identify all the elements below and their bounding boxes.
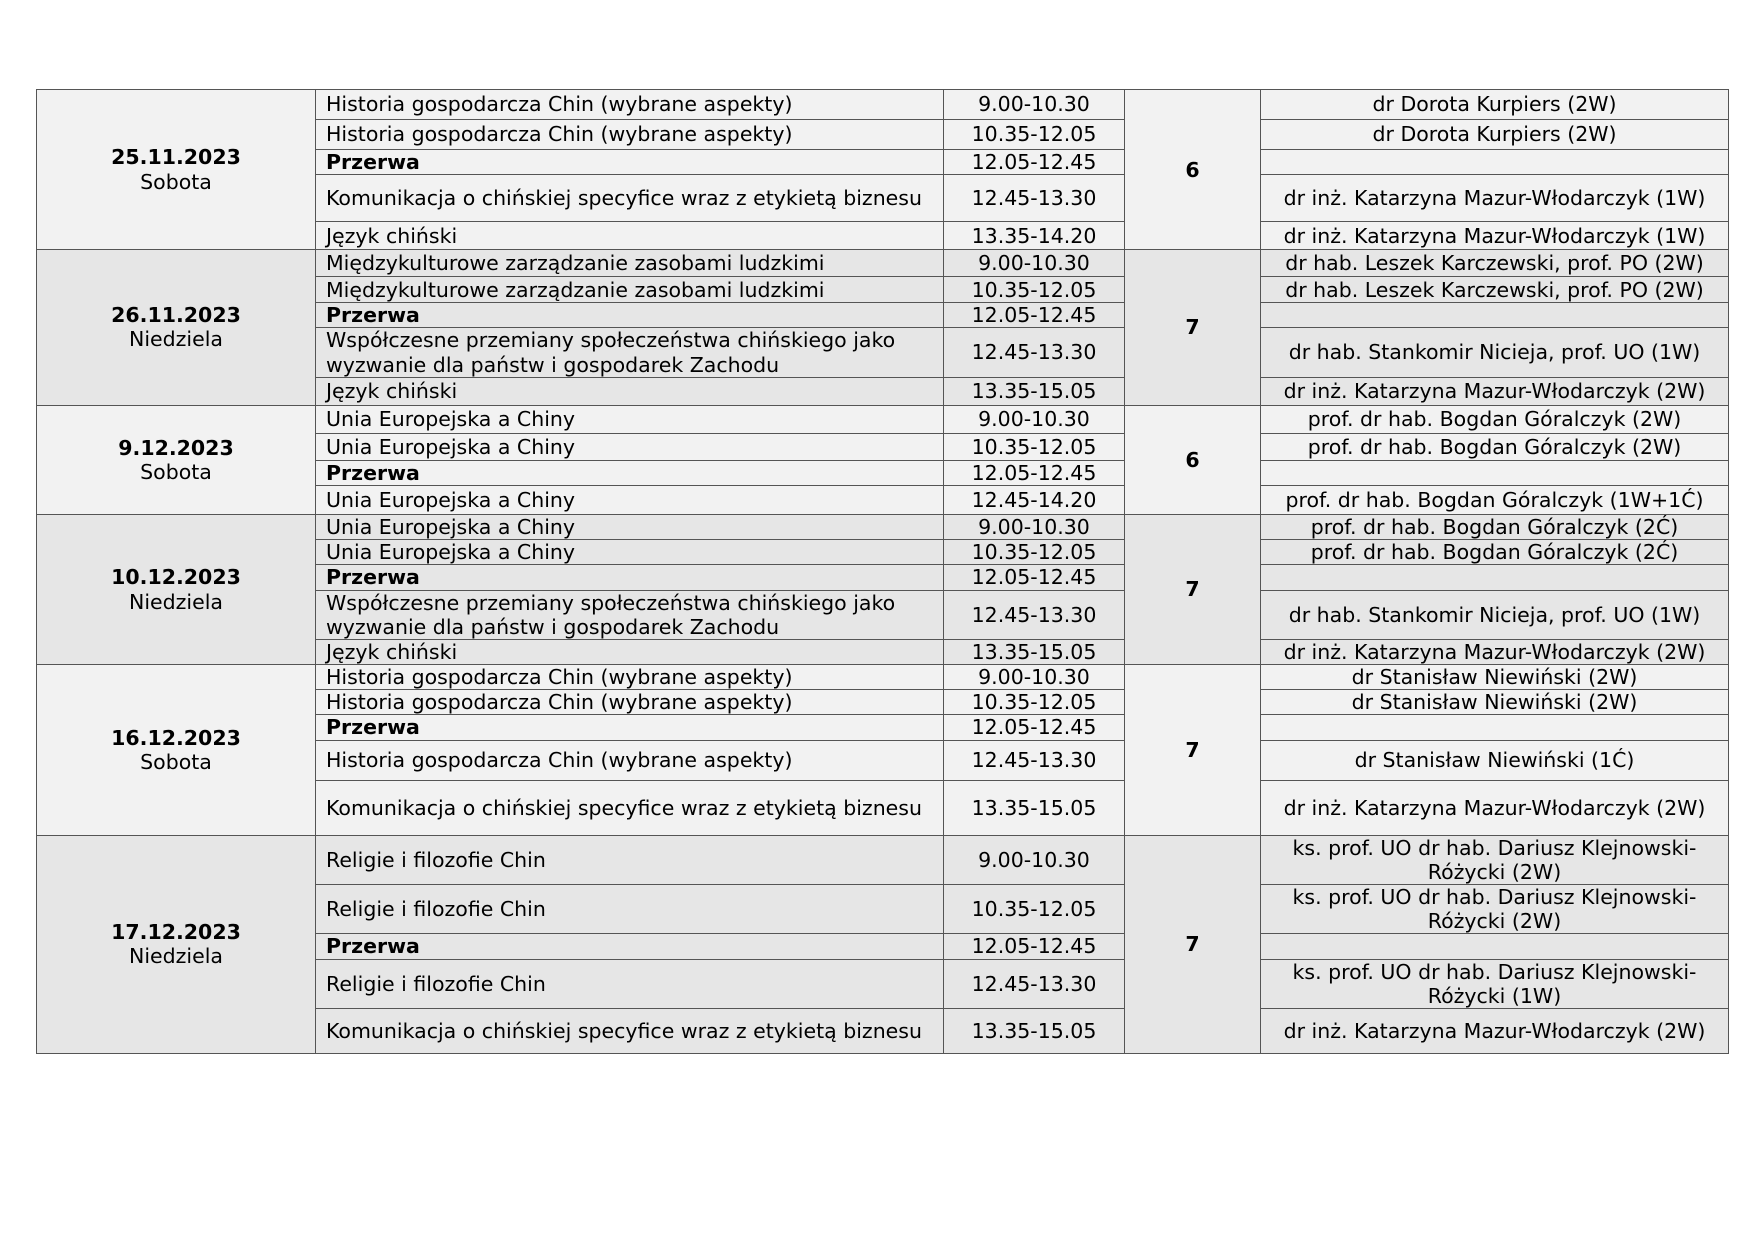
time-cell: 10.35-12.05	[944, 885, 1125, 934]
lecturer-cell: prof. dr hab. Bogdan Góralczyk (2Ć)	[1261, 514, 1729, 539]
time-cell: 12.45-13.30	[944, 175, 1125, 222]
table-row	[37, 405, 1729, 433]
lecturer-cell	[1261, 303, 1729, 328]
subject-cell: Religie i filozofie Chin	[316, 885, 944, 934]
lecturer-cell: prof. dr hab. Bogdan Góralczyk (2W)	[1261, 433, 1729, 460]
time-cell: 12.45-13.30	[944, 740, 1125, 780]
time-cell: 12.45-13.30	[944, 959, 1125, 1008]
break-label: Przerwa	[316, 565, 944, 590]
lecturer-cell: dr hab. Leszek Karczewski, prof. PO (2W)	[1261, 250, 1729, 277]
lecturer-cell	[1261, 934, 1729, 959]
lecturer-cell: dr inż. Katarzyna Mazur-Włodarczyk (2W)	[1261, 639, 1729, 664]
lecturer-cell: dr Stanisław Niewiński (2W)	[1261, 690, 1729, 715]
break-label: Przerwa	[316, 150, 944, 175]
lecturer-cell: dr Stanisław Niewiński (2W)	[1261, 665, 1729, 690]
subject-cell: Unia Europejska a Chiny	[316, 433, 944, 460]
lecturer-cell: prof. dr hab. Bogdan Góralczyk (2W)	[1261, 405, 1729, 433]
session-weekday: Niedziela	[129, 589, 223, 614]
lecturer-cell: dr inż. Katarzyna Mazur-Włodarczyk (1W)	[1261, 222, 1729, 250]
table-row	[37, 90, 1729, 120]
lecturer-cell: dr inż. Katarzyna Mazur-Włodarczyk (2W)	[1261, 1008, 1729, 1053]
break-label: Przerwa	[316, 303, 944, 328]
date-cell	[37, 835, 316, 1053]
lecturer-cell: prof. dr hab. Bogdan Góralczyk (2Ć)	[1261, 540, 1729, 565]
lecturer-cell: dr inż. Katarzyna Mazur-Włodarczyk (2W)	[1261, 377, 1729, 405]
hours-cell: 6	[1125, 90, 1261, 250]
time-cell: 12.45-14.20	[944, 485, 1125, 514]
lecturer-cell: dr inż. Katarzyna Mazur-Włodarczyk (1W)	[1261, 175, 1729, 222]
subject-cell: Język chiński	[316, 377, 944, 405]
subject-cell: Religie i filozofie Chin	[316, 959, 944, 1008]
lecturer-cell	[1261, 460, 1729, 485]
time-cell: 12.05-12.45	[944, 565, 1125, 590]
lecturer-cell	[1261, 565, 1729, 590]
lecturer-cell: dr Dorota Kurpiers (2W)	[1261, 120, 1729, 150]
session-date: 10.12.2023	[111, 565, 241, 590]
session-weekday: Niedziela	[129, 327, 223, 352]
date-cell	[37, 90, 316, 250]
session-date: 17.12.2023	[111, 920, 241, 945]
subject-cell: Historia gospodarcza Chin (wybrane aspekty)	[316, 740, 944, 780]
subject-cell: Współczesne przemiany społeczeństwa chińskiego jako wyzwanie dla państw i gospodarek Zachodu	[316, 328, 944, 377]
table-row	[37, 514, 1729, 539]
date-cell	[37, 514, 316, 664]
schedule-table	[36, 89, 1729, 1054]
hours-cell: 7	[1125, 514, 1261, 664]
time-cell: 9.00-10.30	[944, 514, 1125, 539]
session-date: 9.12.2023	[118, 435, 234, 460]
subject-cell: Komunikacja o chińskiej specyfice wraz z etykietą biznesu	[316, 1008, 944, 1053]
hours-cell: 7	[1125, 665, 1261, 836]
session-date: 16.12.2023	[111, 725, 241, 750]
time-cell: 12.05-12.45	[944, 715, 1125, 740]
lecturer-cell	[1261, 715, 1729, 740]
time-cell: 10.35-12.05	[944, 540, 1125, 565]
lecturer-cell: ks. prof. UO dr hab. Dariusz Klejnowski-Różycki (2W)	[1261, 885, 1729, 934]
time-cell: 10.35-12.05	[944, 690, 1125, 715]
table-row	[37, 835, 1729, 884]
lecturer-cell: dr Dorota Kurpiers (2W)	[1261, 90, 1729, 120]
lecturer-cell: dr hab. Stankomir Nicieja, prof. UO (1W)	[1261, 328, 1729, 377]
subject-cell: Unia Europejska a Chiny	[316, 405, 944, 433]
session-date: 26.11.2023	[111, 303, 241, 328]
time-cell: 13.35-15.05	[944, 639, 1125, 664]
time-cell: 13.35-15.05	[944, 1008, 1125, 1053]
time-cell: 10.35-12.05	[944, 433, 1125, 460]
subject-cell: Komunikacja o chińskiej specyfice wraz z etykietą biznesu	[316, 780, 944, 835]
subject-cell: Religie i filozofie Chin	[316, 835, 944, 884]
time-cell: 12.45-13.30	[944, 328, 1125, 377]
subject-cell: Międzykulturowe zarządzanie zasobami ludzkimi	[316, 250, 944, 277]
time-cell: 10.35-12.05	[944, 120, 1125, 150]
session-weekday: Niedziela	[129, 944, 223, 969]
subject-cell: Współczesne przemiany społeczeństwa chińskiego jako wyzwanie dla państw i gospodarek Zachodu	[316, 590, 944, 639]
hours-cell: 6	[1125, 405, 1261, 514]
time-cell: 10.35-12.05	[944, 277, 1125, 303]
subject-cell: Unia Europejska a Chiny	[316, 514, 944, 539]
lecturer-cell: prof. dr hab. Bogdan Góralczyk (1W+1Ć)	[1261, 485, 1729, 514]
session-weekday: Sobota	[140, 459, 212, 484]
time-cell: 13.35-15.05	[944, 377, 1125, 405]
time-cell: 12.05-12.45	[944, 934, 1125, 959]
lecturer-cell: ks. prof. UO dr hab. Dariusz Klejnowski-Różycki (2W)	[1261, 835, 1729, 884]
time-cell: 13.35-14.20	[944, 222, 1125, 250]
lecturer-cell: dr Stanisław Niewiński (1Ć)	[1261, 740, 1729, 780]
time-cell: 9.00-10.30	[944, 835, 1125, 884]
time-cell: 12.05-12.45	[944, 460, 1125, 485]
date-cell	[37, 665, 316, 836]
time-cell: 9.00-10.30	[944, 405, 1125, 433]
subject-cell: Historia gospodarcza Chin (wybrane aspekty)	[316, 120, 944, 150]
break-label: Przerwa	[316, 460, 944, 485]
lecturer-cell: dr hab. Leszek Karczewski, prof. PO (2W)	[1261, 277, 1729, 303]
subject-cell: Unia Europejska a Chiny	[316, 540, 944, 565]
break-label: Przerwa	[316, 715, 944, 740]
date-cell	[37, 405, 316, 514]
time-cell: 9.00-10.30	[944, 250, 1125, 277]
lecturer-cell	[1261, 150, 1729, 175]
hours-cell: 7	[1125, 835, 1261, 1053]
lecturer-cell: dr hab. Stankomir Nicieja, prof. UO (1W)	[1261, 590, 1729, 639]
table-row	[37, 250, 1729, 277]
subject-cell: Historia gospodarcza Chin (wybrane aspekty)	[316, 665, 944, 690]
session-weekday: Sobota	[140, 169, 212, 194]
hours-cell: 7	[1125, 250, 1261, 406]
subject-cell: Język chiński	[316, 222, 944, 250]
break-label: Przerwa	[316, 934, 944, 959]
time-cell: 9.00-10.30	[944, 90, 1125, 120]
time-cell: 12.05-12.45	[944, 303, 1125, 328]
subject-cell: Międzykulturowe zarządzanie zasobami ludzkimi	[316, 277, 944, 303]
time-cell: 9.00-10.30	[944, 665, 1125, 690]
subject-cell: Historia gospodarcza Chin (wybrane aspekty)	[316, 690, 944, 715]
session-date: 25.11.2023	[111, 145, 241, 170]
subject-cell: Historia gospodarcza Chin (wybrane aspekty)	[316, 90, 944, 120]
subject-cell: Unia Europejska a Chiny	[316, 485, 944, 514]
time-cell: 12.05-12.45	[944, 150, 1125, 175]
time-cell: 13.35-15.05	[944, 780, 1125, 835]
schedule-body	[37, 90, 1729, 1054]
subject-cell: Komunikacja o chińskiej specyfice wraz z etykietą biznesu	[316, 175, 944, 222]
date-cell	[37, 250, 316, 406]
time-cell: 12.45-13.30	[944, 590, 1125, 639]
subject-cell: Język chiński	[316, 639, 944, 664]
session-weekday: Sobota	[140, 749, 212, 774]
lecturer-cell: dr inż. Katarzyna Mazur-Włodarczyk (2W)	[1261, 780, 1729, 835]
lecturer-cell: ks. prof. UO dr hab. Dariusz Klejnowski-Różycki (1W)	[1261, 959, 1729, 1008]
table-row	[37, 665, 1729, 690]
